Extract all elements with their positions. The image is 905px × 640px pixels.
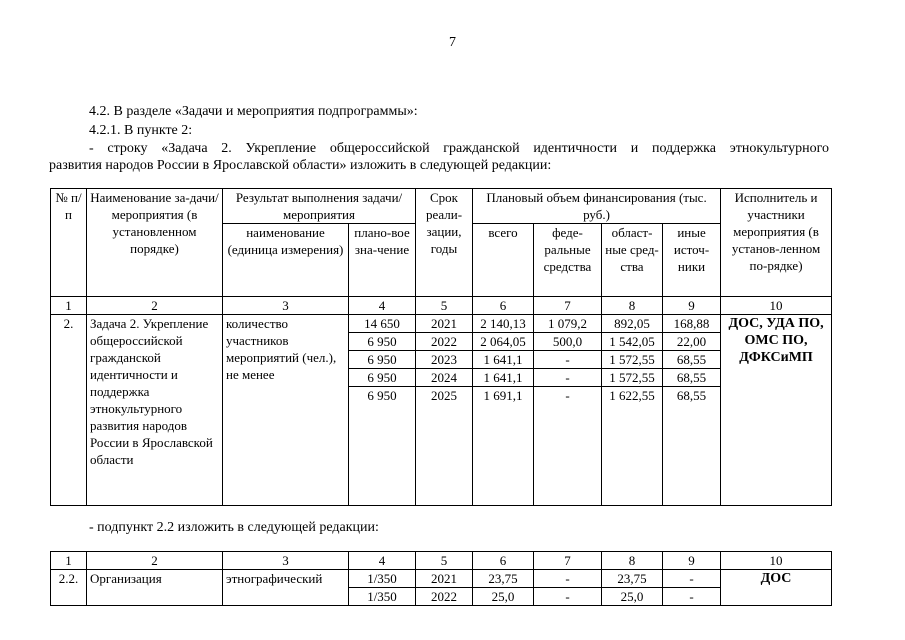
- planned-values: [349, 570, 416, 606]
- regional-values: [602, 570, 663, 606]
- header-term: Срок реали-зации, годы: [416, 189, 473, 297]
- task-name: Задача 2. Укрепление общероссийской гражданской идентичности и поддержка этнокультурного развития народов России в Ярославской области: [87, 315, 223, 506]
- federal-value: 1 079,2: [548, 316, 587, 331]
- federal-value: -: [534, 368, 601, 386]
- federal-values: [534, 570, 602, 606]
- col-number: 10: [721, 297, 832, 315]
- header-other: иные источ-ники: [663, 224, 721, 297]
- col-number: 2: [87, 297, 223, 315]
- other-values: [663, 570, 721, 606]
- regional-value: 1 572,55: [602, 350, 662, 368]
- col-number: 6: [473, 297, 534, 315]
- total-values: [473, 315, 534, 506]
- other-value: 22,00: [663, 332, 720, 350]
- federal-value: -: [565, 571, 570, 586]
- total-value: 1 641,1: [473, 350, 533, 368]
- col-number: 6: [473, 552, 534, 570]
- planned-value: 6 950: [349, 386, 415, 404]
- col-number: 2: [87, 552, 223, 570]
- regional-values: [602, 315, 663, 506]
- intro-line-2: 4.2.1. В пункте 2:: [89, 123, 193, 138]
- federal-values: [534, 315, 602, 506]
- year: 2021: [431, 571, 457, 586]
- header-executor: Исполнитель и участники мероприятия (в установ-ленном по-рядке): [721, 189, 832, 297]
- executor: ДОС: [721, 570, 832, 606]
- other-value: 68,55: [663, 386, 720, 404]
- header-regional: област-ные сред-ства: [602, 224, 663, 297]
- year: 2023: [416, 350, 472, 368]
- col-number: 7: [534, 552, 602, 570]
- header-num: № п/п: [51, 189, 87, 297]
- subpoint-text: - подпункт 2.2 изложить в следующей редакции:: [89, 520, 379, 535]
- planned-value: 1/350: [367, 571, 397, 586]
- planned-values: [349, 315, 416, 506]
- executor: ДОС, УДА ПО, ОМС ПО, ДФКСиМП: [721, 315, 832, 506]
- col-number: 3: [223, 297, 349, 315]
- table-row: [51, 315, 832, 506]
- col-number: 8: [602, 552, 663, 570]
- page-number: 7: [449, 35, 456, 50]
- years: [416, 315, 473, 506]
- header-planned-value: плано-вое зна-чение: [349, 224, 416, 297]
- financing-table: [50, 188, 832, 506]
- total-values: [473, 570, 534, 606]
- col-number: 8: [602, 297, 663, 315]
- table-row: [51, 570, 832, 606]
- total-value: 2 140,13: [480, 316, 526, 331]
- other-value: 68,55: [663, 350, 720, 368]
- year: 2021: [431, 316, 457, 331]
- federal-value: -: [534, 386, 601, 404]
- regional-value: 25,0: [602, 587, 662, 605]
- regional-value: 892,05: [614, 316, 650, 331]
- header-result-group: Результат выполнения задачи/мероприятия: [223, 189, 416, 224]
- header-financing-group: Плановый объем финансирования (тыс. руб.): [473, 189, 721, 224]
- result-name: этнографический: [223, 570, 349, 606]
- col-number: 9: [663, 552, 721, 570]
- federal-value: 500,0: [534, 332, 601, 350]
- other-value: -: [689, 571, 694, 586]
- year: 2024: [416, 368, 472, 386]
- column-numbers-row: [51, 297, 832, 315]
- header-name: Наименование за-дачи/мероприятия (в установленном порядке): [87, 189, 223, 297]
- year: 2025: [416, 386, 472, 404]
- col-number: 9: [663, 297, 721, 315]
- other-value: 168,88: [673, 316, 710, 331]
- task-name: Организация: [87, 570, 223, 606]
- col-number: 10: [721, 552, 832, 570]
- result-name: количество участников мероприятий (чел.), не менее: [223, 315, 349, 506]
- other-value: -: [663, 587, 720, 605]
- other-values: [663, 315, 721, 506]
- total-value: 1 641,1: [473, 368, 533, 386]
- year: 2022: [416, 587, 472, 605]
- col-number: 1: [51, 552, 87, 570]
- regional-value: 1 572,55: [602, 368, 662, 386]
- intro-line-1: 4.2. В разделе «Задачи и мероприятия подпрограммы»:: [89, 104, 418, 119]
- intro-line-4: развития народов России в Ярославской области» изложить в следующей редакции:: [49, 158, 552, 173]
- planned-value: 6 950: [349, 368, 415, 386]
- column-numbers-row: [51, 552, 832, 570]
- col-number: 4: [349, 552, 416, 570]
- planned-value: 6 950: [349, 350, 415, 368]
- row-num: 2.2.: [51, 570, 87, 606]
- intro-line-3: - строку «Задача 2. Укрепление общероссийской гражданской идентичности и поддержка этнокультурного: [89, 141, 829, 156]
- col-number: 5: [416, 552, 473, 570]
- federal-value: -: [534, 350, 601, 368]
- subpoint-table: [50, 551, 832, 606]
- col-number: 7: [534, 297, 602, 315]
- row-num: 2.: [51, 315, 87, 506]
- col-number: 4: [349, 297, 416, 315]
- regional-value: 1 542,05: [602, 332, 662, 350]
- total-value: 25,0: [473, 587, 533, 605]
- planned-value: 14 650: [364, 316, 400, 331]
- planned-value: 6 950: [349, 332, 415, 350]
- total-value: 23,75: [488, 571, 518, 586]
- regional-value: 23,75: [617, 571, 647, 586]
- total-value: 1 691,1: [473, 386, 533, 404]
- federal-value: -: [534, 587, 601, 605]
- regional-value: 1 622,55: [602, 386, 662, 404]
- header-total: всего: [473, 224, 534, 297]
- planned-value: 1/350: [349, 587, 415, 605]
- total-value: 2 064,05: [473, 332, 533, 350]
- header-result-name: наименование (единица измерения): [223, 224, 349, 297]
- year: 2022: [416, 332, 472, 350]
- col-number: 1: [51, 297, 87, 315]
- col-number: 3: [223, 552, 349, 570]
- years: [416, 570, 473, 606]
- header-federal: феде-ральные средства: [534, 224, 602, 297]
- col-number: 5: [416, 297, 473, 315]
- other-value: 68,55: [663, 368, 720, 386]
